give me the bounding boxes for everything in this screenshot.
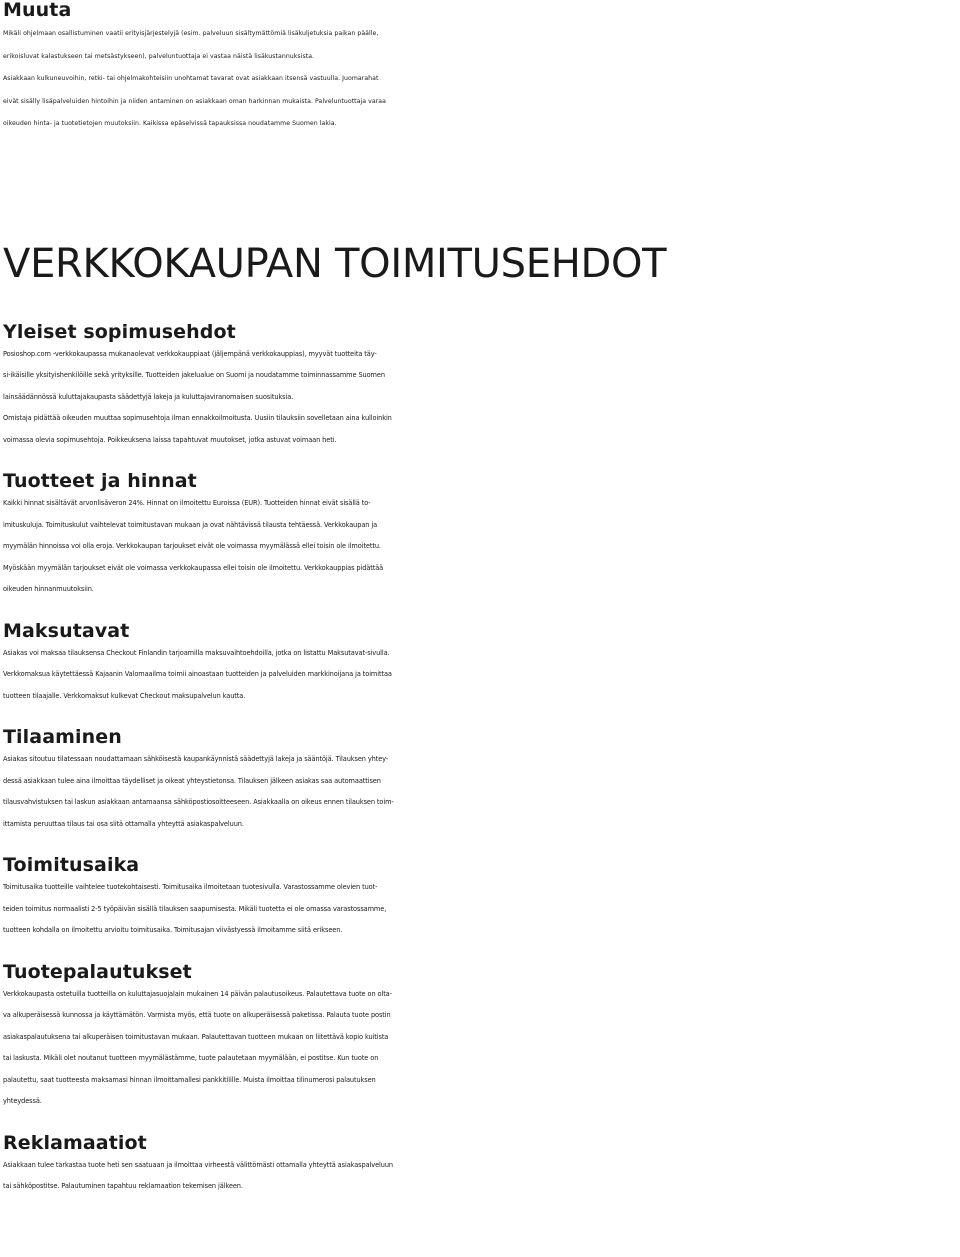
terms-section <box>3 621 954 708</box>
text-line: Myöskään myymälän tarjoukset eivät ole voimassa verkkokaupassa ellei toisin ole ilmoitettu. Verkkokauppias pidättää <box>3 563 384 572</box>
text-line: tai laskusta. Mikäli olet noutanut tuotteen myymälästämme, tuote palautetaan myymälään, ei postitse. Kun tuote on <box>3 1054 379 1063</box>
text-line: Asiakas sitoutuu tilatessaan noudattamaan sähköisestä kaupankäynnistä säädettyjä lakeja ja sääntöjä. Tilauksen yhtey- <box>3 755 389 764</box>
section-title: Toimitusaika <box>3 854 140 877</box>
section-title: Muuta <box>3 0 72 21</box>
section-body <box>3 344 954 452</box>
section-title: Reklamaatiot <box>3 1131 147 1154</box>
text-line: teiden toimitus normaalisti 2-5 työpäivän sisällä tilauksen saapumisesta. Mikäli tuotetta ei ole omassa varastossamme, <box>3 904 387 913</box>
section-title: Yleiset sopimusehdot <box>3 320 236 343</box>
text-line: si-ikäisille yksityishenkilöille sekä yrityksille. Tuotteiden jakelualue on Suomi ja noudatamme toiminnassamme Suomen <box>3 371 385 380</box>
section-title: Tilaaminen <box>3 726 122 749</box>
text-line: va alkuperäisessä kunnossa ja käyttämätön. Varmista myös, että tuote on alkuperäisessä paketissa. Palauta tuote postin <box>3 1011 391 1020</box>
text-line: lainsäädännössä kuluttajakaupasta säädettyjä lakeja ja kuluttajaviranomaisen suosituksia. <box>3 392 294 401</box>
text-line: Asiakas voi maksaa tilauksensa Checkout Finlandin tarjoamilla maksuvaihtoehdoilla, jotka on listattu Maksutavat-sivulla. <box>3 648 390 657</box>
terms-section <box>3 727 954 835</box>
text-line: tai sähköpostitse. Palautuminen tapahtuu reklamaation tekemisen jälkeen. <box>3 1182 243 1191</box>
text-line: palautettu, saat tuotteesta maksamasi hinnan ilmoittamallesi pankkitilille. Muista ilmoittaa tilinumerosi palautuksen <box>3 1075 376 1084</box>
terms-section <box>3 471 954 601</box>
text-line: oikeuden hinta- ja tuotetietojen muutoksiin. Kaikissa epäselvissä tapauksissa noudatamme Suomen lakia. <box>3 120 337 128</box>
section-body <box>3 493 954 601</box>
text-line: tilausvahvistuksen tai laskun asiakkaan antamaansa sähköpostiosoitteeseen. Asiakkaalla on oikeus ennen tilauksen toim- <box>3 798 394 807</box>
terms-section <box>3 962 954 1113</box>
page-title: VERKKOKAUPAN TOIMITUSEHDOT <box>3 240 667 287</box>
section-body <box>3 984 954 1113</box>
text-line: imituskuluja. Toimituskulut vaihtelevat toimitustavan mukaan ja ovat nähtävissä tilausta tehtäessä. Verkkokaupan ja <box>3 520 378 529</box>
text-line: eivät sisälly lisäpalveluiden hintoihin ja niiden antaminen on asiakkaan oman harkinnan mukaista. Palveluntuottaja varaa <box>3 97 386 105</box>
text-line: myymälän hinnoissa voi olla eroja. Verkkokaupan tarjoukset eivät ole voimassa myymälässä ellei toisin ole ilmoitettu. <box>3 542 381 551</box>
text-line: yhteydessä. <box>3 1097 42 1106</box>
section-body <box>3 643 954 708</box>
section-body <box>3 23 954 136</box>
text-line: ittamista peruuttaa tilaus tai osa siitä ottamalla yhteyttä asiakaspalveluun. <box>3 819 244 828</box>
text-line: Verkkokaupasta ostetuilla tuotteilla on kuluttajasuojalain mukainen 14 päivän palautusoikeus. Palautettava tuote on olta- <box>3 989 392 998</box>
section-body <box>3 749 954 835</box>
section-title: Tuotepalautukset <box>3 960 192 983</box>
text-line: Kaikki hinnat sisältävät arvonlisäveron 24%. Hinnat on ilmoitettu Euroissa (EUR). Tuotteiden hinnat eivät sisällä to- <box>3 499 371 508</box>
section-title: Tuotteet ja hinnat <box>3 470 197 493</box>
section-body <box>3 1155 954 1198</box>
terms-section <box>3 855 954 942</box>
text-line: Toimitusaika tuotteille vaihtelee tuotekohtaisesti. Toimitusaika ilmoitetaan tuotesivulla. Varastossamme olevien tuot- <box>3 883 378 892</box>
text-line: Asiakkaan kulkuneuvoihin, retki- tai ohjelmakohteisiin unohtamat tavarat ovat asiakkaan itsensä vastuulla. Juomarahat <box>3 75 379 83</box>
text-line: oikeuden hinnanmuutoksiin. <box>3 585 94 594</box>
section-body <box>3 877 954 942</box>
terms-sections <box>3 322 954 1198</box>
terms-section <box>3 1133 954 1198</box>
text-line: erikoisluvat kalastukseen tai metsästykseen), palveluntuottaja ei vastaa näistä lisäkustannuksista. <box>3 52 315 60</box>
muuta-section <box>3 0 954 136</box>
text-line: Omistaja pidättää oikeuden muuttaa sopimusehtoja ilman ennakkoilmoitusta. Uusiin tilauksiin sovelletaan aina kulloinkin <box>3 414 392 423</box>
text-line: Mikäli ohjelmaan osallistuminen vaatii erityisjärjestelyjä (esim. palveluun sisältymättömiä lisäkuljetuksia paikan päälle, <box>3 30 379 37</box>
text-line: asiakaspalautuksena tai alkuperäisen toimitustavan mukaan. Palautettavan tuotteen mukaan on liitettävä kopio kuitista <box>3 1032 389 1041</box>
terms-section <box>3 322 954 452</box>
text-line: Posioshop.com -verkkokaupassa mukanaolevat verkkokauppiaat (jäljempänä verkkokauppias), myyvät tuotteita täy- <box>3 349 377 358</box>
section-title: Maksutavat <box>3 619 130 642</box>
text-line: voimassa olevia sopimusehtoja. Poikkeuksena laissa tapahtuvat muutokset, jotka astuvat voimaan heti. <box>3 435 337 444</box>
text-line: dessä asiakkaan tulee aina ilmoittaa täydelliset ja oikeat yhteystietonsa. Tilauksen jälkeen asiakas saa automaattisen <box>3 776 381 785</box>
text-line: Asiakkaan tulee tarkastaa tuote heti sen saatuaan ja ilmoittaa virheestä välittömästi ottamalla yhteyttä asiakaspalveluun <box>3 1160 393 1169</box>
text-line: tuotteen tilaajalle. Verkkomaksut kulkevat Checkout maksupalvelun kautta. <box>3 691 246 700</box>
text-line: Verkkomaksua käytettäessä Kajaanin Valomaailma toimii ainoastaan tuotteiden ja palveluiden markkinoijana ja toimittaa <box>3 670 392 679</box>
text-line: tuotteen kohdalla on ilmoitettu arvioitu toimitusaika. Toimitusajan viivästyessä ilmoitamme siitä erikseen. <box>3 926 343 935</box>
